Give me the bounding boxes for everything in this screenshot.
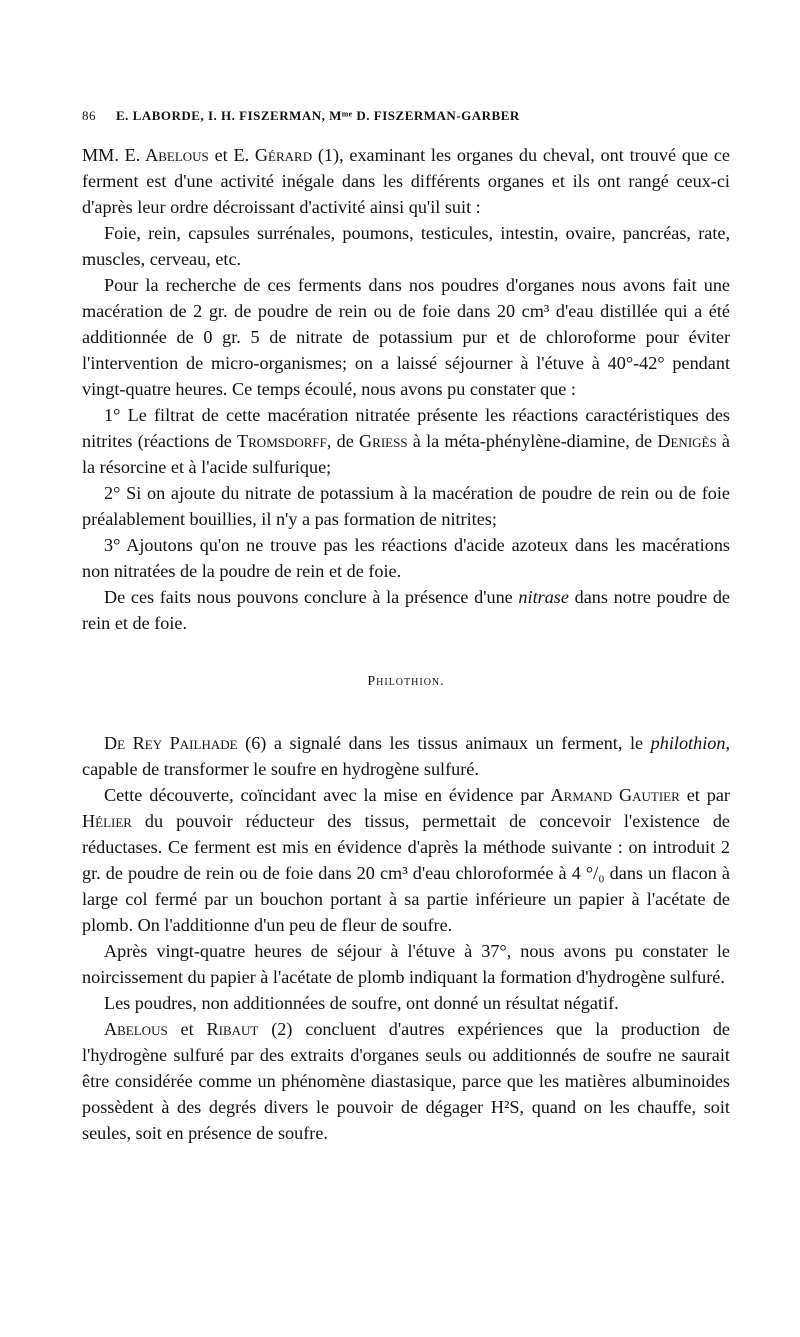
text-run: , capable de transformer le soufre en hydrogène sulfuré. xyxy=(82,733,730,779)
text-run: dans notre poudre de rein et de foie. xyxy=(82,587,730,633)
paragraph-method: Pour la recherche de ces ferments dans nos poudres d'organes nous avons fait une macération de 2 gr. de poudre de rein ou de foie dans 20 cm³ d'eau distillée qui a été additionnée de 0 gr. 5 de nitrate de potassium pur et de chloroforme pour éviter l'intervention de micro-organismes; on a laissé séjourner à l'étuve à 40°-42° pendant vingt-quatre heures. Ce temps écoulé, nous avons pu constater que : xyxy=(82,275,730,399)
text-run: à la résorcine et à l'acide sulfurique; xyxy=(82,431,731,477)
author-name: E. Gérard xyxy=(233,145,313,165)
page-number: 86 xyxy=(82,108,96,123)
text-run: et xyxy=(208,145,234,165)
author-name: Armand Gautier xyxy=(550,785,680,805)
paragraph-discovery xyxy=(82,782,730,938)
paragraph-results: Après vingt-quatre heures de séjour à l'étuve à 37°, nous avons pu constater le noircissement du papier à l'acétate de plomb indiquant la formation d'hydrogène sulfuré. xyxy=(82,941,730,987)
author-name: Griess xyxy=(359,431,408,451)
text-run: (1), examinant les organes du cheval, ont trouvé que ce ferment est d'une activité inégale dans les différents organes et ils ont rangé ceux-ci d'après leur ordre décroissant d'activité ainsi qu'il suit : xyxy=(82,145,731,217)
running-head-authors: E. LABORDE, I. H. FISZERMAN, Mᵐᵉ D. FISZERMAN-GARBER xyxy=(116,108,520,123)
text-run: , de xyxy=(326,431,360,451)
finding-item-2: 2° Si on ajoute du nitrate de potassium à la macération de poudre de rein ou de foie préalablement bouillies, il n'y a pas formation de nitrites; xyxy=(82,483,730,529)
italic-term: philothion xyxy=(650,733,726,753)
document-page xyxy=(82,108,730,1146)
author-name: Abelous xyxy=(104,1019,168,1039)
finding-item-1 xyxy=(82,402,730,480)
text-run: De ces faits nous pouvons conclure à la présence d'une xyxy=(104,587,519,607)
findings-list xyxy=(82,402,730,584)
author-name: Tromsdorff xyxy=(237,431,327,451)
paragraph-rey-pailhade xyxy=(82,730,730,782)
paragraph-organ-list: Foie, rein, capsules surrénales, poumons, testicules, intestin, ovaire, pancréas, rate, muscles, cerveau, etc. xyxy=(82,223,730,269)
author-name: Ribaut xyxy=(206,1019,259,1039)
finding-item-3: 3° Ajoutons qu'on ne trouve pas les réactions d'acide azoteux dans les macérations non nitratées de la poudre de rein et de foie. xyxy=(82,535,730,581)
section-heading-philothion: Philothion. xyxy=(367,674,445,689)
text-run: (6) a signalé dans les tissus animaux un ferment, le xyxy=(237,733,651,753)
paragraph-abelous-gerard xyxy=(82,142,730,220)
paragraph-conclusion-nitrase xyxy=(82,584,730,636)
author-name: De Rey Pailhade xyxy=(104,733,238,753)
text-run: et par xyxy=(679,785,730,805)
text-run: MM. xyxy=(82,145,125,165)
paragraph-abelous-ribaut xyxy=(82,1016,730,1146)
text-run: 1° Le filtrat de cette macération nitratée présente les réactions caractéristiques des nitrites (réactions de xyxy=(82,405,730,451)
running-head xyxy=(82,108,730,130)
italic-term: nitrase xyxy=(518,587,569,607)
author-name: Hélier xyxy=(82,811,132,831)
text-run: (2) concluent d'autres expériences que la production de l'hydrogène sulfuré par des extraits d'organes seuls ou additionnés de soufre ne saurait être considérée comme un phénomène diastasique, parce que les matières albuminoides possèdent à des degrés divers le pouvoir de dégager H²S, quand on les chauffe, soit seules, soit en présence de soufre. xyxy=(82,1019,730,1143)
paragraph-negative: Les poudres, non additionnées de soufre, ont donné un résultat négatif. xyxy=(104,993,619,1013)
text-run: du pouvoir réducteur des tissus, permettait de concevoir l'existence de réductases. Ce ferment est mis en évidence d'après la méthode suivante : on introduit 2 gr. de poudre de rein ou de foie dans 20 cm³ d'eau chloroformée à 4 °/₀ dans un flacon à large col fermé par un bouchon portant à sa partie inférieure un papier à l'acétate de plomb. On l'additionne d'un peu de fleur de soufre. xyxy=(82,811,730,935)
text-run: Cette découverte, coïncidant avec la mise en évidence par xyxy=(104,785,551,805)
text-run: et xyxy=(167,1019,207,1039)
author-name: Denigès xyxy=(657,431,717,451)
author-name: E. Abelous xyxy=(124,145,209,165)
text-run: à la méta-phénylène-diamine, de xyxy=(407,431,658,451)
